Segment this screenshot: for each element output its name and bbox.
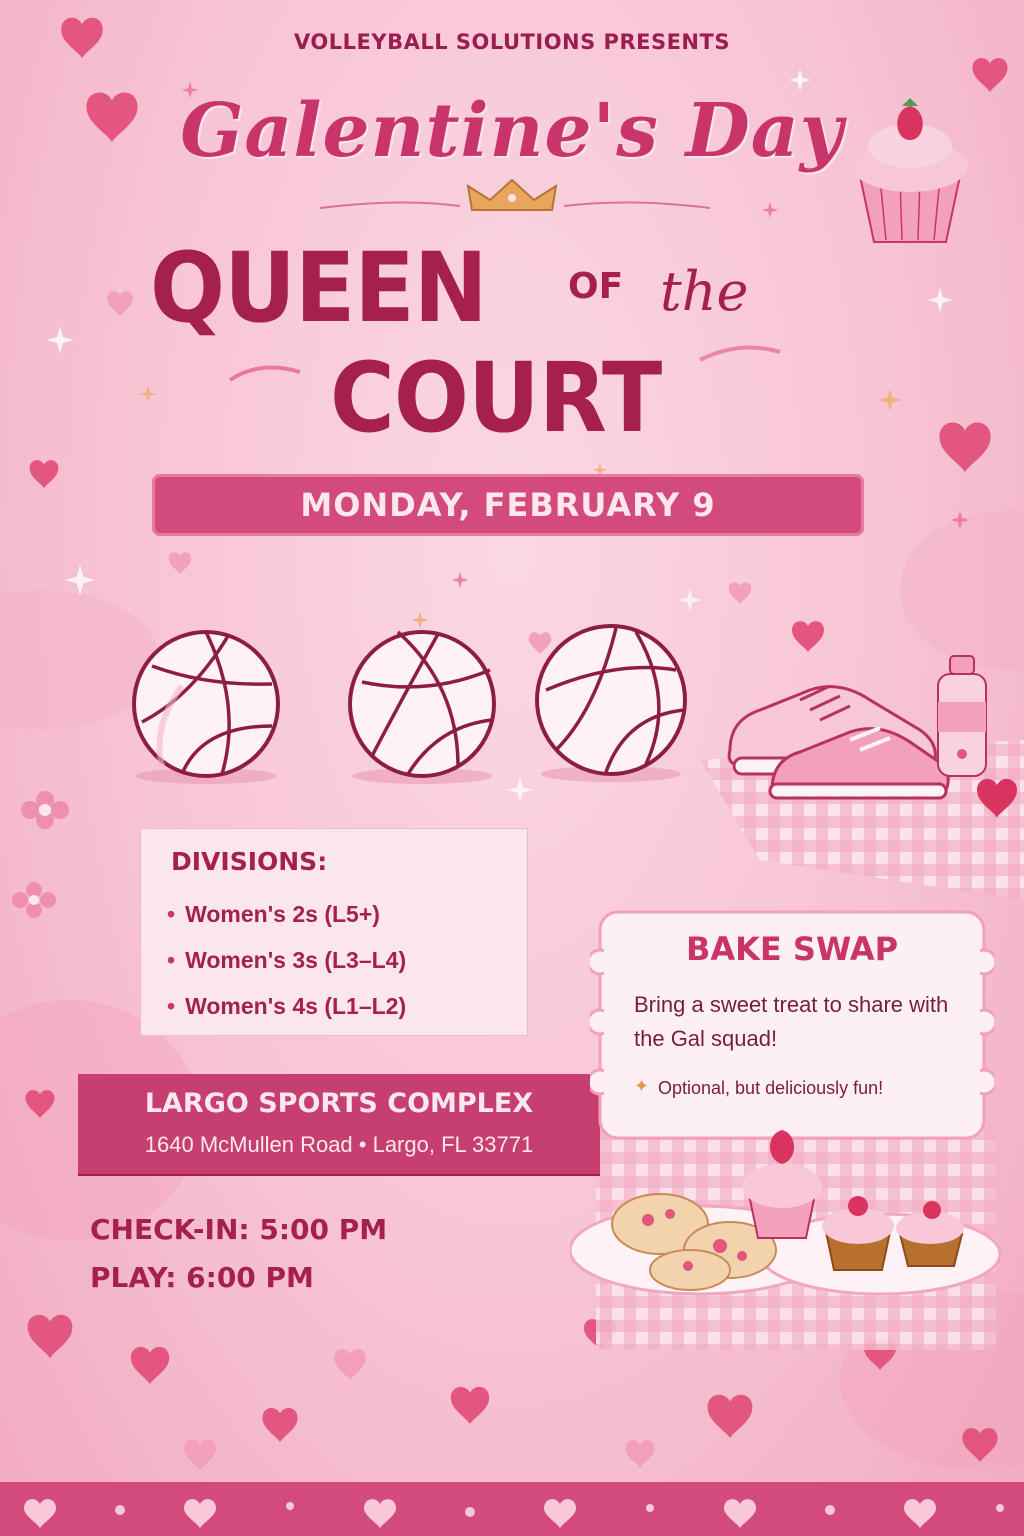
- event-times: [90, 1206, 387, 1302]
- crown-icon: [464, 176, 560, 216]
- division-item: • Women's 4s (L1–L2): [167, 983, 406, 1029]
- divisions-list: [167, 891, 406, 1029]
- volleyball-icon: [338, 626, 506, 786]
- sparkle-icon: ✦: [634, 1076, 650, 1097]
- bake-swap-title: BAKE SWAP: [685, 930, 899, 968]
- presenter-line: VOLLEYBALL SOLUTIONS PRESENTS: [294, 30, 730, 54]
- footer-strip: [0, 1482, 1024, 1536]
- water-bottle-icon: [932, 654, 992, 780]
- volleyball-icon: [122, 626, 290, 786]
- bake-swap-description: Bring a sweet treat to share with the Gal squad!: [634, 992, 949, 1051]
- cookie-plate-icon: [570, 1120, 1010, 1300]
- title-the: the: [660, 260, 749, 323]
- checkin-time: CHECK-IN: 5:00 PM: [90, 1213, 388, 1246]
- heart-icon: [972, 770, 1022, 820]
- play-time: PLAY: 6:00 PM: [90, 1261, 314, 1294]
- venue-name: LARGO SPORTS COMPLEX: [144, 1088, 534, 1119]
- event-date: MONDAY, FEBRUARY 9: [300, 486, 716, 524]
- venue-banner: [78, 1074, 600, 1174]
- title-court: COURT: [330, 342, 662, 454]
- divisions-card: [140, 828, 528, 1036]
- division-item: • Women's 3s (L3–L4): [167, 937, 406, 983]
- bake-swap-note: Optional, but deliciously fun!: [658, 1078, 884, 1098]
- date-banner: [152, 474, 864, 536]
- sneakers-icon: [720, 640, 950, 800]
- divisions-heading: DIVISIONS:: [171, 847, 328, 876]
- volleyball-icon: [526, 620, 696, 784]
- division-item: • Women's 2s (L5+): [167, 891, 406, 937]
- title-of: OF: [568, 266, 624, 307]
- title-queen: QUEEN: [150, 232, 487, 344]
- bake-swap-card: [598, 910, 986, 1140]
- script-title: Galentine's Day: [180, 88, 844, 174]
- venue-address: 1640 McMullen Road • Largo, FL 33771: [144, 1132, 534, 1157]
